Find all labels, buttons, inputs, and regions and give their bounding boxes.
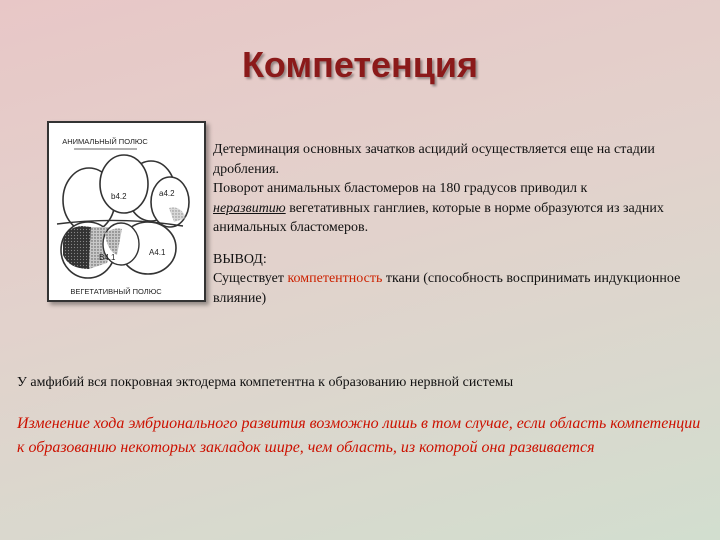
conclusion-text — [213, 269, 693, 308]
cell-b41-label: B4.1 — [99, 253, 116, 262]
development-statement: Изменение хода эмбрионального развития возможно лишь в том случае, если область компетенции к образованию некоторых закладок шире, чем область, из которой она развивается — [17, 415, 701, 456]
cell-a41-label: A4.1 — [149, 248, 166, 257]
conclusion-label: ВЫВОД: — [213, 251, 267, 267]
conclusion-start: Существует — [213, 271, 288, 286]
animal-pole-label: АНИМАЛЬНЫЙ ПОЛЮС — [62, 137, 148, 146]
cell-a42-label: a4.2 — [159, 189, 175, 198]
paragraph-rotation — [213, 179, 693, 238]
competence-term: компетентность — [287, 271, 383, 286]
conclusion-end: ткани (способность воспринимать индукционное влияние) — [213, 271, 681, 306]
slide-title: Компетенция — [241, 44, 479, 85]
description-block — [213, 140, 693, 308]
underlined-term: неразвитию — [213, 200, 286, 216]
amphibian-statement: У амфибий вся покровная эктодерма компетентна к образованию нервной системы — [17, 375, 514, 390]
rotation-text-end: вегетативных ганглиев, которые в норме образуются из задних анимальных бластомеров. — [213, 200, 664, 235]
paragraph-determination: Детерминация основных зачатков асцидий осуществляется еще на стадии дробления. — [213, 142, 655, 177]
cell-b42-label: b4.2 — [111, 192, 127, 201]
embryo-diagram — [49, 123, 204, 300]
ascidian-embryo-figure — [47, 121, 206, 302]
rotation-text-start: Поворот анимальных бластомеров на 180 градусов приводил к — [213, 181, 588, 196]
vegetal-pole-label: ВЕГЕТАТИВНЫЙ ПОЛЮС — [70, 287, 162, 296]
